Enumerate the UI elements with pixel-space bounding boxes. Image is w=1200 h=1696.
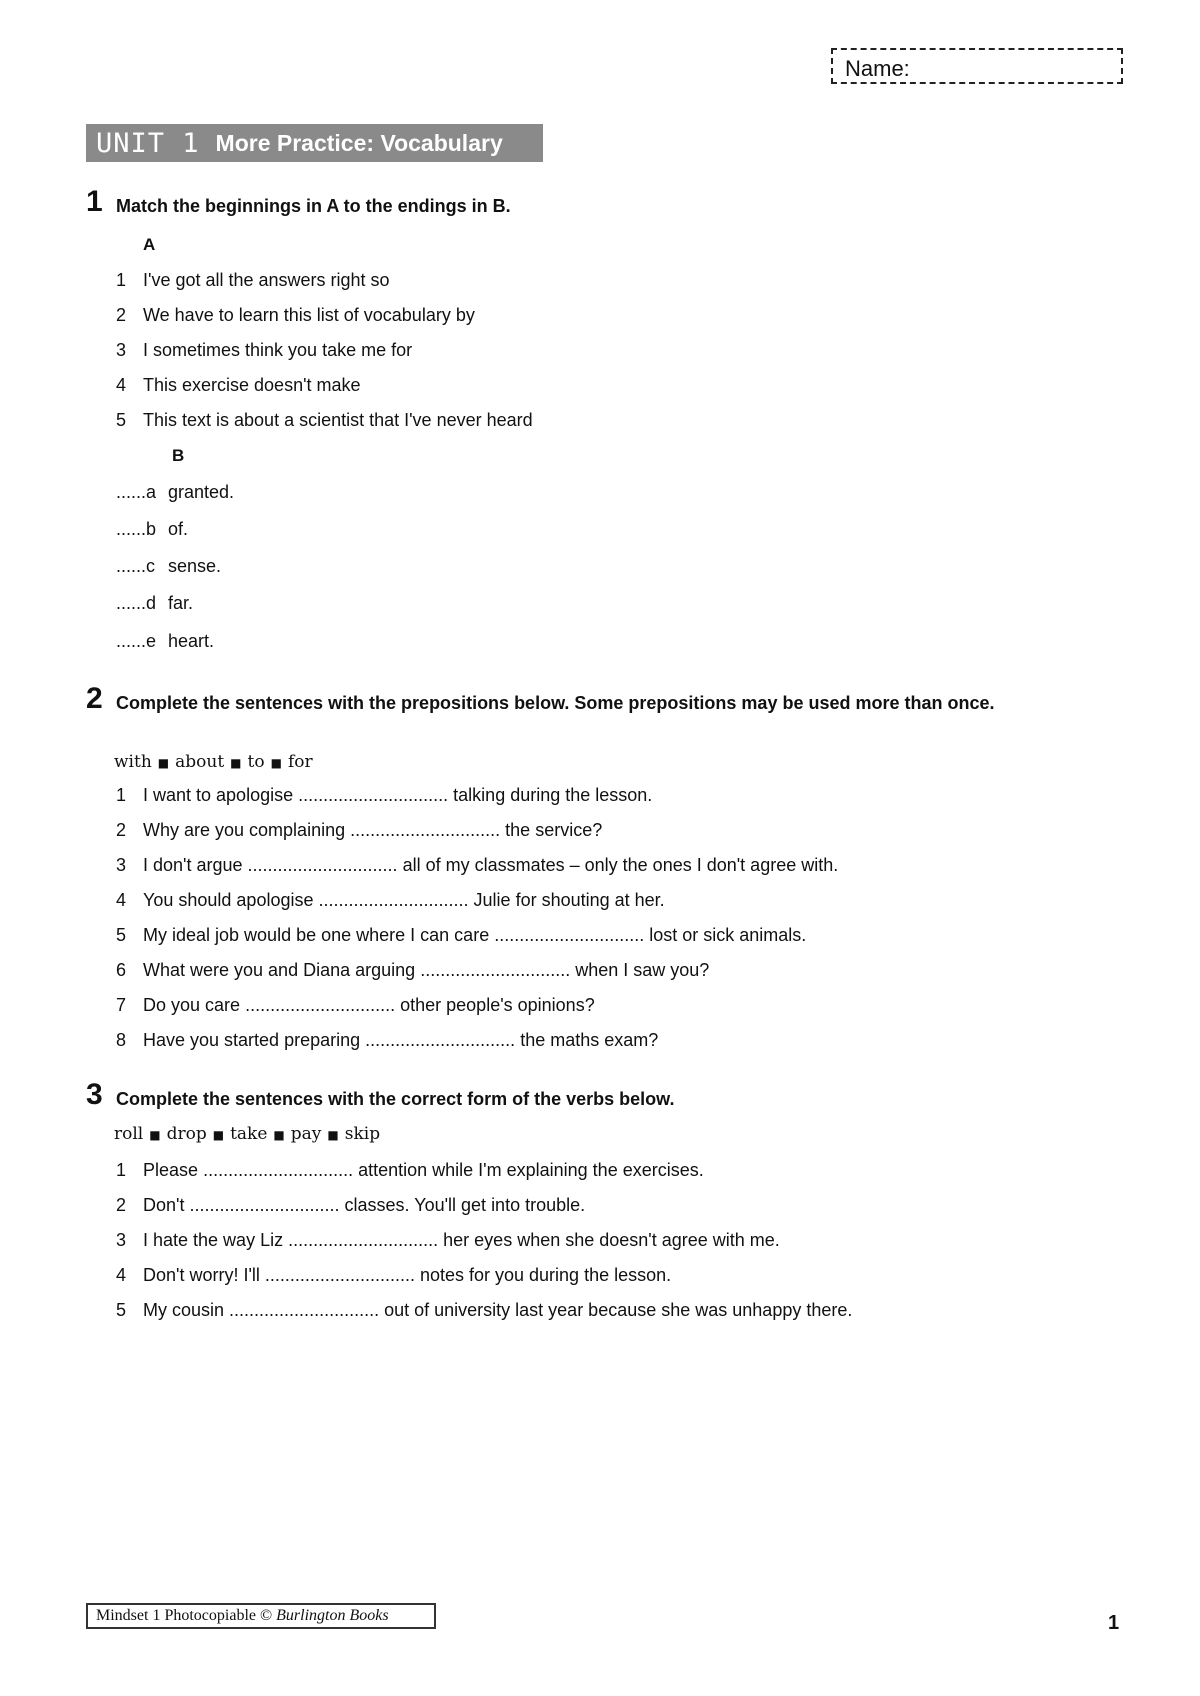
sentence-item: 5 My cousin .............................. out of university last year because she was unhappy there. (116, 1300, 853, 1320)
sentence-item: 3 I hate the way Liz .............................. her eyes when she doesn't agree with me. (116, 1230, 780, 1250)
column-a-heading: A (143, 235, 156, 254)
exercise-2-instruction: Complete the sentences with the prepositions below. Some prepositions may be used more than once. (116, 693, 995, 713)
sentence-item: 8 Have you started preparing .............................. the maths exam? (116, 1030, 659, 1050)
verb-word-box: roll ■ drop ■ take ■ pay ■ skip (114, 1124, 381, 1144)
answer-blank[interactable]: .............................. (350, 820, 501, 840)
b-item: ......a granted. (116, 482, 235, 502)
separator-icon: ■ (212, 1128, 225, 1142)
separator-icon: ■ (273, 1128, 285, 1142)
name-label: Name: (845, 56, 910, 81)
exercise-3-number: 3 (86, 1078, 103, 1111)
b-item: ......e heart. (116, 631, 215, 651)
a-item: 2 We have to learn this list of vocabulary by (116, 305, 475, 325)
preposition-word-box: with ■ about ■ to ■ for (114, 752, 313, 772)
sentence-item: 6 What were you and Diana arguing .............................. when I saw you? (116, 960, 710, 980)
answer-blank[interactable]: .............................. (189, 1195, 340, 1215)
separator-icon: ■ (270, 756, 282, 770)
copyright-footer (86, 1603, 436, 1629)
sentence-item: 2 Why are you complaining .............................. the service? (116, 820, 603, 840)
exercise-1-number: 1 (86, 185, 103, 218)
a-item: 5 This text is about a scientist that I've never heard (116, 410, 533, 430)
exercise-2-number: 2 (86, 682, 103, 715)
unit-label: UNIT 1 (96, 127, 200, 159)
sentence-item: 7 Do you care .............................. other people's opinions? (116, 995, 595, 1015)
answer-blank[interactable]: ...... (116, 519, 147, 539)
answer-blank[interactable]: .............................. (245, 995, 396, 1015)
column-b-heading: B (172, 446, 185, 465)
b-item: ......c sense. (116, 556, 222, 576)
publisher-name: Burlington Books (276, 1607, 389, 1624)
answer-blank[interactable]: .............................. (365, 1030, 516, 1050)
a-item: 1 I've got all the answers right so (116, 270, 390, 290)
a-item: 3 I sometimes think you take me for (116, 340, 413, 360)
sentence-item: 2 Don't .............................. classes. You'll get into trouble. (116, 1195, 586, 1215)
answer-blank[interactable]: .............................. (247, 855, 398, 875)
sentence-item: 4 Don't worry! I'll .............................. notes for you during the lesson. (116, 1265, 672, 1285)
sentence-item: 1 I want to apologise .............................. talking during the lesson. (116, 785, 653, 805)
footer-text: Mindset 1 Photocopiable © (96, 1607, 277, 1624)
answer-blank[interactable]: .............................. (298, 785, 449, 805)
sentence-item: 3 I don't argue .............................. all of my classmates – only the ones I don't agree with. (116, 855, 839, 875)
answer-blank[interactable]: .............................. (203, 1160, 354, 1180)
unit-title: More Practice: Vocabulary (215, 129, 503, 156)
answer-blank[interactable]: ...... (116, 593, 147, 613)
separator-icon: ■ (230, 756, 242, 770)
answer-blank[interactable]: .............................. (494, 925, 645, 945)
separator-icon: ■ (157, 756, 170, 770)
a-item: 4 This exercise doesn't make (116, 375, 361, 395)
sentence-item: 5 My ideal job would be one where I can care .............................. lost or sick animals. (116, 925, 807, 945)
separator-icon: ■ (327, 1128, 339, 1142)
answer-blank[interactable]: .............................. (264, 1265, 415, 1285)
exercise-1-instruction: Match the beginnings in A to the endings in B. (116, 196, 511, 216)
answer-blank[interactable]: ...... (116, 631, 147, 651)
b-item: ......b of. (116, 519, 189, 539)
separator-icon: ■ (149, 1128, 161, 1142)
name-field[interactable] (831, 48, 1123, 84)
answer-blank[interactable]: ...... (116, 482, 147, 502)
sentence-item: 1 Please .............................. attention while I'm explaining the exercises. (116, 1160, 704, 1180)
answer-blank[interactable]: ...... (116, 556, 147, 576)
answer-blank[interactable]: .............................. (288, 1230, 439, 1250)
exercise-3-instruction: Complete the sentences with the correct form of the verbs below. (116, 1089, 675, 1109)
answer-blank[interactable]: .............................. (318, 890, 469, 910)
page-number: 1 (1108, 1612, 1120, 1634)
answer-blank[interactable]: .............................. (420, 960, 571, 980)
answer-blank[interactable]: .............................. (229, 1300, 380, 1320)
sentence-item: 4 You should apologise .............................. Julie for shouting at her. (116, 890, 665, 910)
unit-banner (86, 124, 543, 162)
b-item: ......d far. (116, 593, 194, 613)
